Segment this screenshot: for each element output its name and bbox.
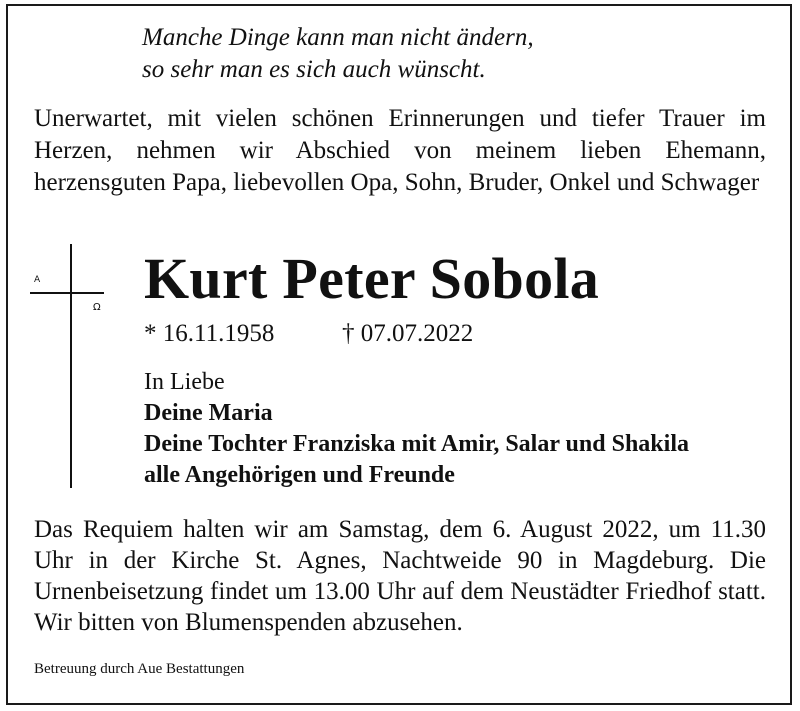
mourners-signature <box>144 367 689 491</box>
motto-quote <box>142 22 534 86</box>
funeral-home-credit: Betreuung durch Aue Bestattungen <box>34 661 245 677</box>
cross-horizontal-bar <box>30 292 104 294</box>
signature-daughter: Deine Tochter Franziska mit Amir, Salar und Shakila <box>144 431 689 457</box>
death-date: † 07.07.2022 <box>342 320 474 347</box>
birth-date: * 16.11.1958 <box>144 320 275 347</box>
omega-symbol: Ω <box>93 302 101 313</box>
deceased-name: Kurt Peter Sobola <box>144 246 600 311</box>
alpha-symbol: A <box>34 275 41 285</box>
motto-line-1: Manche Dinge kann man nicht ändern, <box>142 24 534 51</box>
cross-vertical-bar <box>70 244 72 488</box>
cross-icon <box>30 244 120 488</box>
requiem-info: Das Requiem halten wir am Samstag, dem 6. August 2022, um 11.30 Uhr in der Kirche St. Agnes, Nachtweide 90 in Magdeburg. Die Urnenbeisetzung findet um 13.00 Uhr auf dem Neustädter Friedhof statt. Wir bitten von Blumenspenden abzusehen. <box>34 516 766 636</box>
life-dates <box>144 319 473 349</box>
intro-text: Unerwartet, mit vielen schönen Erinnerungen und tiefer Trauer im Herzen, nehmen wir Abschied von meinem lieben Ehemann, herzensguten Papa, liebevollen Opa, Sohn, Bruder, Onkel und Schwager <box>34 105 766 196</box>
signature-wife: Deine Maria <box>144 400 273 426</box>
signature-opening: In Liebe <box>144 369 225 395</box>
signature-relatives: alle Angehörigen und Freunde <box>144 462 455 488</box>
motto-line-2: so sehr man es sich auch wünscht. <box>142 56 486 83</box>
